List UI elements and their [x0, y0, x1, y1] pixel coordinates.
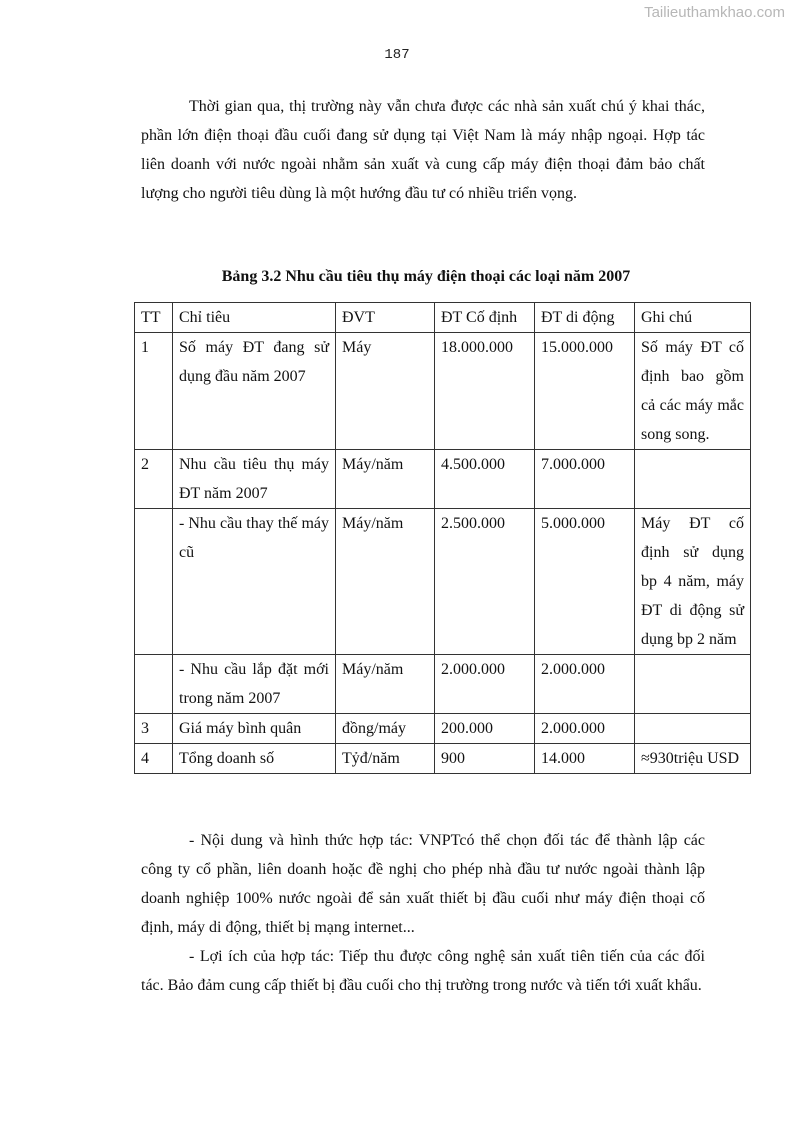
cell-tt: 3: [135, 714, 173, 744]
cell-dvt: Máy: [336, 333, 435, 450]
cell-dvt: Máy/năm: [336, 450, 435, 509]
cell-dt-di-dong: 2.000.000: [535, 655, 635, 714]
cell-ghi-chu: [635, 450, 751, 509]
header-ghi-chu: Ghi chú: [635, 303, 751, 333]
table-row: [135, 450, 751, 509]
cell-chi-tieu: Nhu cầu tiêu thụ máy ĐT năm 2007: [173, 450, 336, 509]
cell-dt-co-dinh: 2.000.000: [435, 655, 535, 714]
cell-dt-di-dong: 7.000.000: [535, 450, 635, 509]
table-caption: Bảng 3.2 Nhu cầu tiêu thụ máy điện thoại các loại năm 2007: [221, 268, 631, 285]
table-header-row: [135, 303, 751, 333]
table-row: [135, 744, 751, 774]
cell-dt-di-dong: 15.000.000: [535, 333, 635, 450]
cell-tt: 2: [135, 450, 173, 509]
header-tt: TT: [135, 303, 173, 333]
cooperation-form-paragraph: - Nội dung và hình thức hợp tác: VNPTcó thể chọn đối tác để thành lập các công ty cổ phần, liên doanh hoặc đề nghị cho phép nhà đầu tư nước ngoài thành lập doanh nghiệp 100% nước ngoài để sản xuất thiết bị đầu cuối như máy điện thoại cố định, máy di động, thiết bị mạng internet...: [141, 832, 705, 936]
page-number: 187: [384, 47, 410, 63]
watermark: Tailieuthamkhao.com: [644, 4, 785, 21]
cell-chi-tieu: - Nhu cầu lắp đặt mới trong năm 2007: [173, 655, 336, 714]
cell-dt-co-dinh: 900: [435, 744, 535, 774]
cell-chi-tieu: Số máy ĐT đang sử dụng đầu năm 2007: [173, 333, 336, 450]
demand-table: [134, 302, 751, 774]
cell-ghi-chu: ≈930triệu USD: [635, 744, 751, 774]
table-row: [135, 333, 751, 450]
cell-chi-tieu: - Nhu cầu thay thế máy cũ: [173, 509, 336, 655]
cell-dt-co-dinh: 200.000: [435, 714, 535, 744]
header-dvt: ĐVT: [336, 303, 435, 333]
cell-dt-di-dong: 2.000.000: [535, 714, 635, 744]
header-chi-tieu: Chỉ tiêu: [173, 303, 336, 333]
cell-dt-di-dong: 5.000.000: [535, 509, 635, 655]
benefit-paragraph: - Lợi ích của hợp tác: Tiếp thu được công nghệ sản xuất tiên tiến của các đối tác. Bảo đảm cung cấp thiết bị đầu cuối cho thị trường trong nước và tiến tới xuất khẩu.: [141, 948, 705, 994]
cell-tt: 4: [135, 744, 173, 774]
cell-chi-tieu: Tổng doanh số: [173, 744, 336, 774]
cell-dvt: đồng/máy: [336, 714, 435, 744]
cell-ghi-chu: Số máy ĐT cố định bao gồm cả các máy mắc song song.: [635, 333, 751, 450]
cell-dt-co-dinh: 2.500.000: [435, 509, 535, 655]
cell-ghi-chu: [635, 655, 751, 714]
cell-dt-co-dinh: 18.000.000: [435, 333, 535, 450]
header-dt-di-dong: ĐT di động: [535, 303, 635, 333]
table-row: [135, 509, 751, 655]
cell-dt-di-dong: 14.000: [535, 744, 635, 774]
cell-dt-co-dinh: 4.500.000: [435, 450, 535, 509]
cell-tt: 1: [135, 333, 173, 450]
cell-dvt: Tỷđ/năm: [336, 744, 435, 774]
header-dt-co-dinh: ĐT Cố định: [435, 303, 535, 333]
cell-dvt: Máy/năm: [336, 655, 435, 714]
cell-tt: [135, 655, 173, 714]
cell-chi-tieu: Giá máy bình quân: [173, 714, 336, 744]
cell-ghi-chu: [635, 714, 751, 744]
table-row: [135, 714, 751, 744]
cell-tt: [135, 509, 173, 655]
table-row: [135, 655, 751, 714]
cell-dvt: Máy/năm: [336, 509, 435, 655]
intro-paragraph: Thời gian qua, thị trường này vẫn chưa được các nhà sản xuất chú ý khai thác, phần lớn điện thoại đầu cuối đang sử dụng tại Việt Nam là máy nhập ngoại. Hợp tác liên doanh với nước ngoài nhằm sản xuất và cung cấp máy điện thoại đảm bảo chất lượng cho người tiêu dùng là một hướng đầu tư có nhiều triển vọng.: [141, 98, 705, 202]
cell-ghi-chu: Máy ĐT cố định sử dụng bp 4 năm, máy ĐT di động sử dụng bp 2 năm: [635, 509, 751, 655]
